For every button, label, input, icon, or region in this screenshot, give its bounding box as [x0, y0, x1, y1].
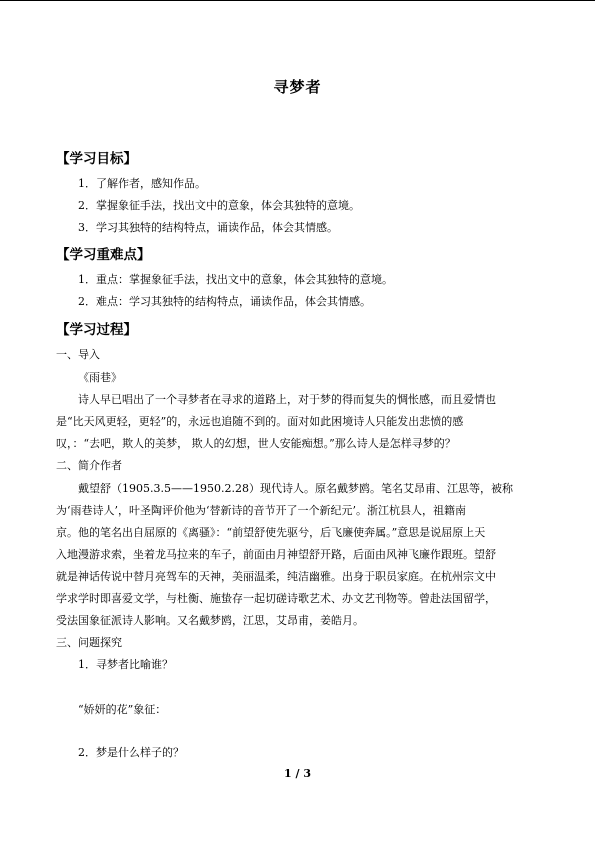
inquiry-question-1b: “娇妍的花”象征： [78, 703, 167, 716]
inquiry-question-1: 1．寻梦者比喻谁？ [78, 658, 173, 671]
page-title: 寻梦者 [273, 78, 322, 96]
author-title: 二、简介作者 [56, 459, 122, 472]
author-line-2: 为‘雨巷诗人’，叶圣陶评价他为‘替新诗的音节开了一个新纪元’。浙江杭县人，祖籍南 [56, 504, 466, 517]
author-line-3: 京。他的笔名出自屈原的《离骚》：“前望舒使先驱兮，后飞廉使奔属。”意思是说屈原上天 [56, 526, 486, 539]
goal-item-2: 2．掌握象征手法，找出文中的意象，体会其独特的意境。 [78, 199, 360, 212]
goal-item-1: 1．了解作者，感知作品。 [78, 177, 206, 190]
author-line-6: 学求学时即喜爱文学，与杜衡、施蛰存一起切磋诗歌艺术、办文艺刊物等。曾赴法国留学， [56, 592, 496, 605]
inquiry-title: 三、问题探究 [56, 636, 122, 649]
section-heading-process: 【学习过程】 [56, 322, 137, 338]
intro-line-1: 诗人早已唱出了一个寻梦者在寻求的道路上，对于梦的得而复失的惆怅感，而且爱情也 [78, 393, 496, 406]
author-line-4: 入地漫游求索，坐着龙马拉来的车子，前面由月神望舒开路，后面由风神飞廉作跟班。望舒 [56, 548, 496, 561]
inquiry-question-2: 2．梦是什么样子的？ [78, 746, 184, 759]
goal-item-3: 3．学习其独特的结构特点，诵读作品，体会其情感。 [78, 221, 338, 234]
author-line-5: 就是神话传说中替月亮驾车的天神，美丽温柔，纯洁幽雅。出身于职员家庭。在杭州宗文中 [56, 570, 496, 583]
author-line-7: 受法国象征派诗人影响。又名戴梦鸥，江思，艾昂甫，姜皓月。 [56, 614, 364, 627]
section-heading-goals: 【学习目标】 [56, 151, 137, 167]
page-number: 1 / 3 [284, 767, 311, 780]
intro-line-2: 是“比天风更轻，更轻”的，永远也追随不到的。面对如此困境诗人只能发出悲愤的感 [56, 415, 464, 428]
intro-title: 一、导入 [56, 348, 100, 361]
keypoint-item-1: 1．重点：掌握象征手法，找出文中的意象，体会其独特的意境。 [78, 273, 393, 286]
author-line-1: 戴望舒（1905.3.5——1950.2.28）现代诗人。原名戴梦鸥。笔名艾昂甫、江思等，被称 [78, 482, 513, 495]
section-heading-keypoints: 【学习重难点】 [56, 247, 151, 263]
intro-line-3: 叹，：“去吧，欺人的美梦， 欺人的幻想，世人安能痴想。”那么诗人是怎样寻梦的？ [56, 437, 456, 450]
keypoint-item-2: 2．难点：学习其独特的结构特点，诵读作品，体会其情感。 [78, 295, 371, 308]
intro-book-title: 《雨巷》 [78, 371, 122, 384]
